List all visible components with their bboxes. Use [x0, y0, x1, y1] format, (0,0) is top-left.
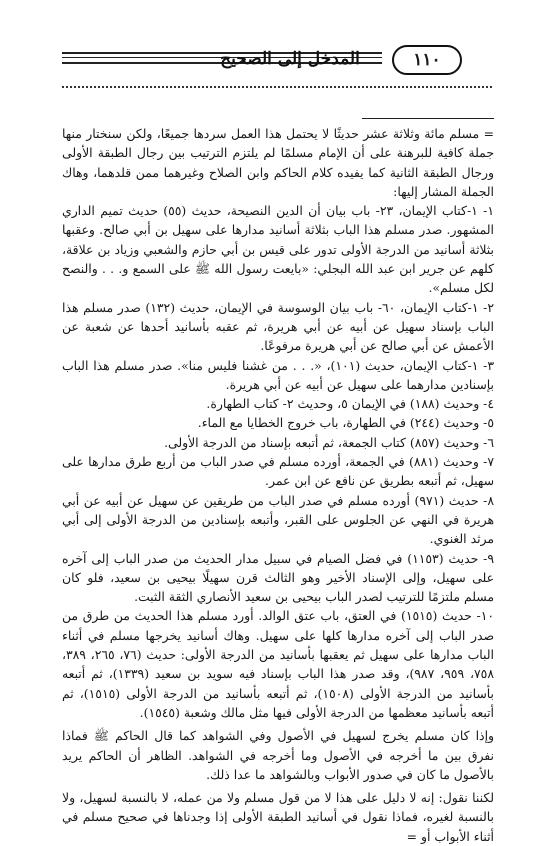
paragraph-item-1: ١- ١-كتاب الإيمان، ٢٣- باب بيان أن الدين النصيحة، حديث (٥٥) حديث تميم الداري المشهور. صدر مسلم هذا الباب بثلاثة أسانيد مدارها على سهيل بن أبي صالح. وعقبها بثلاثة أسانيد من الدرجة الأولى تدور على قيس بن أبي حازم والشعبي وزياد بن علاقة، كلهم عن جرير ابن عبد الله البجلي: «بايعت رسول الله ﷺ على السمع و. . . والنصح لكل مسلم».	[62, 203, 494, 296]
header-dotted-divider	[62, 86, 492, 88]
paragraph-item-7: ٧- وحديث (٨٨١) في الجمعة، أورده مسلم في صدر الباب من أربع طرق مدارها على سهيل، ثم أتبعه بطريق عن نافع عن ابن عمر.	[62, 454, 494, 489]
paragraph-item-4: ٤- وحديث (١٨٨) في الإيمان ٥، وحديث ٢- كتاب الطهارة.	[206, 396, 494, 412]
page-number: ١١٠	[392, 45, 462, 75]
running-title: المدخل إلى الصحيح	[220, 49, 360, 69]
paragraph-hakim: وإذا كان مسلم يخرج لسهيل في الأصول وفي الشواهد كما قال الحاكم ﷺ فماذا نفرق بين ما أخرجه في الأصول وما أخرجه في الشواهد. الظاهر أن الحاكم يريد بالأصول ما كان في صدور الأبواب وبالشواهد ما عدا ذلك.	[62, 728, 494, 782]
paragraph-item-5: ٥- وحديث (٢٤٤) في الطهارة، باب خروج الخطايا مع الماء.	[197, 415, 494, 431]
footnote-separator	[362, 118, 494, 119]
paragraph-item-3: ٣- ١-كتاب الإيمان، حديث (١٠١)، «. . . من غشنا فليس منا». صدر مسلم هذا الباب بإسنادين مدارهما على سهيل عن أبيه عن أبي هريرة.	[62, 357, 494, 392]
paragraph-item-9: ٩- حديث (١١٥٣) في فضل الصيام في سبيل مدار الحديث من صدر الباب إلى آخره على سهيل، وإلى الإسناد الأخير وهو الثالث قرن سهيلًا بيحيى بن سعيد، فلو كان مسلم ملتزمًا للترتيب لصدر الباب بيحيى بن سعيد الأنصاري الثقة الثبت.	[62, 550, 494, 605]
footnote-body	[62, 124, 494, 846]
paragraph-item-8: ٨- حديث (٩٧١) أورده مسلم في صدر الباب من طريقين عن سهيل عن أبيه عن أبي هريرة في النهي عن الجلوس على القبر، وأتبعه بإسنادين من الدرجة الأولى إلى أبي مرثد الغنوي.	[62, 492, 494, 547]
paragraph-item-2: ٢- ١-كتاب الإيمان، ٦٠- باب بيان الوسوسة في الإيمان، حديث (١٣٢) صدر مسلم هذا الباب بإسناد سهيل عن أبيه عن أبي هريرة، ثم عقبه بأسانيد أحدها عن شعبة عن الأعمش عن أبي صالح عن أبي هريرة مرفوعًا.	[62, 299, 494, 354]
paragraph-conclusion: لكننا نقول: إنه لا دليل على هذا لا من قول مسلم ولا من عمله، لا بالنسبة لسهيل، ولا بالنسبة لغيره، فماذا نقول في أسانيد الطبقة الأولى إذا وجدناها في صحيح مسلم في أثناء الأبواب أو =	[62, 790, 494, 844]
paragraph-intro: = مسلم مائة وثلاثة عشر حديثًا لا يحتمل هذا العمل سردها جميعًا، ولكن سنختار منها جملة كافية للبرهنة على أن الإمام مسلمًا لم يلتزم الترتيب بين رجال الطبقة الأولى ورجال الطبقة الثانية كما يفيده كلام الحاكم وابن الصلاح وغيرهما ممن قلدهما، وهاك الجملة المشار إليها:	[62, 126, 494, 199]
paragraph-item-6: ٦- وحديث (٨٥٧) كتاب الجمعة، ثم أتبعه بإسناد من الدرجة الأولى.	[164, 434, 494, 450]
page-header	[0, 42, 547, 82]
paragraph-item-10: ١٠- حديث (١٥١٥) في العتق، باب عتق الوالد. أورد مسلم هذا الحديث من طرق من صدر الباب إلى آخره مدارها كلها على سهيل. وهاك أسانيد يخرجها مسلم في أثناء الباب مدارها على سهيل ثم يعقبها بأسانيد من الدرجة الأولى: حديث (٧٦، ٢٦٥، ٣٨٩، ٧٥٨، ٩٥٩، ٩٨٧)، وقد صدر هذا الباب بإسناد فيه سويد بن سعيد (١٣٣٩)، ثم أتبعه بأسانيد من الدرجة الأولى (١٥٠٨)، ثم أتبعه بأسانيد من الدرجة الأولى (١٥١٥)، ثم أتبعه بأسانيد معظمها من الدرجة الأولى فيها مثل مالك وشعبة (١٥٤٥).	[62, 608, 494, 720]
